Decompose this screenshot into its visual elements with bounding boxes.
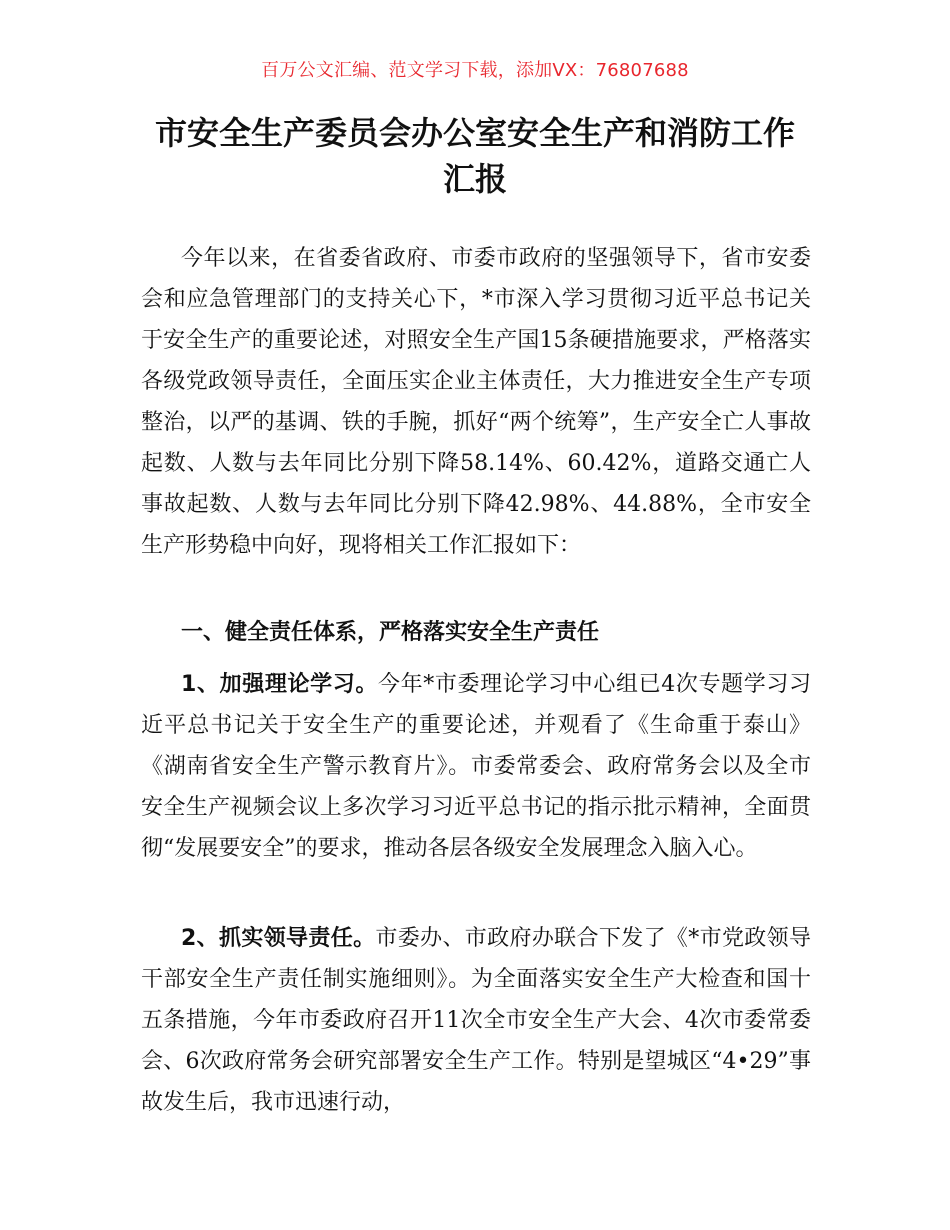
item-text-2: 市委办、市政府办联合下发了《*市党政领导干部安全生产责任制实施细则》。为全面落实安全生产大检查和国十五条措施，今年市委政府召开11次全市安全生产大会、4次市委常委会、6次政府常务会研究部署安全生产工作。特别是望城区“4•29”事故发生后，我市迅速行动， (141, 926, 811, 1115)
item-lead-2: 2、抓实领导责任。 (181, 926, 376, 951)
item-paragraph-2 (141, 918, 811, 1123)
section-heading: 一、健全责任体系，严格落实安全生产责任 (181, 620, 600, 645)
item-lead-1: 1、加强理论学习。 (181, 672, 378, 697)
item-paragraph-1 (141, 664, 811, 869)
item-text-1: 今年*市委理论学习中心组已4次专题学习习近平总书记关于安全生产的重要论述，并观看了《生命重于泰山》《湖南省安全生产警示教育片》。市委常委会、政府常务会以及全市安全生产视频会议上多次学习习近平总书记的指示批示精神，全面贯彻“发展要安全”的要求，推动各层各级安全发展理念入脑入心。 (141, 672, 812, 861)
watermark-header: 百万公文汇编、范文学习下载，添加VX：76807688 (261, 60, 689, 81)
page-title: 市安全生产委员会办公室安全生产和消防工作汇报 (154, 114, 795, 198)
intro-paragraph: 今年以来，在省委省政府、市委市政府的坚强领导下，省市安委会和应急管理部门的支持关心下，*市深入学习贯彻习近平总书记关于安全生产的重要论述，对照安全生产国15条硬措施要求，严格落实各级党政领导责任，全面压实企业主体责任，大力推进安全生产专项整治，以严的基调、铁的手腕，抓好“两个统筹”，生产安全亡人事故起数、人数与去年同比分别下降58.14%、60.42%，道路交通亡人事故起数、人数与去年同比分别下降42.98%、44.88%，全市安全生产形势稳中向好，现将相关工作汇报如下： (141, 246, 811, 558)
